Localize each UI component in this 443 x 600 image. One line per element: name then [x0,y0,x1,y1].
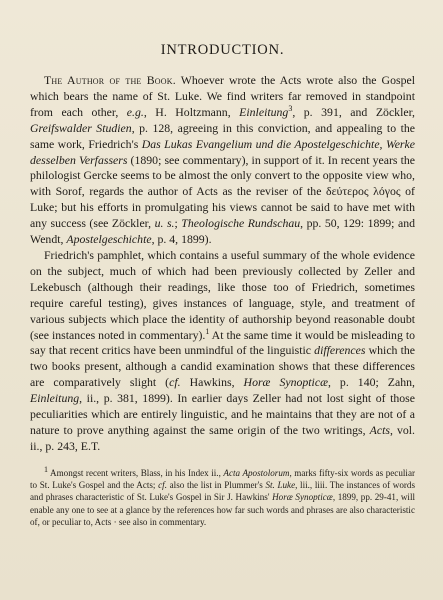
paragraph-text: , p. 128, agreeing in this conviction, and appealing to the same work, Friedrich's [30,120,415,151]
italic-text: Das Lukas Evangelium und die Apostelgeschichte, Werke desselben Verfassers [30,136,415,167]
paragraph-text: Hawkins, [180,375,244,390]
section-heading: The Author of the Book. [44,73,176,87]
superscript: 3 [288,103,293,113]
paragraph-text: ; [174,216,182,231]
italic-text: Horæ Synopticæ [243,375,328,390]
italic-text: Apostelgeschichte [66,232,152,247]
paragraph-text: , p. 391, and Zöckler, [292,104,416,119]
paragraph-text: (1890; see commentary), in support of it. In recent years the philologist Gercke seems to be almost the only convert to the opposite view who, with Sorof, regards the author of Acts as the reviser of the δεύτερος λόγος of Luke; but his efforts in promulgating his views cannot be said to have met with any success (see Zöckler, [30,152,416,231]
italic-text: Horæ Synopticæ [272,492,333,503]
footnote-text: , 1899, pp. 29-41, will enable any one to see at a glance by the references how far such words and phrases are also characteristic of, or peculiar to, Acts · see also in commentary. [30,492,416,527]
body-paragraph-2 [30,248,415,455]
italic-text: differences [314,343,366,358]
italic-text: Einleitung [30,391,80,406]
paragraph-text: At the same time it would be misleading to say that recent critics have been unmindful of the linguistic [30,327,415,358]
italic-text: e.g. [126,104,144,119]
footnote-marker: 1 [205,326,210,336]
footnote-text: Amongst recent writers, Blass, in his Index ii., [48,467,224,478]
footnote-text: , marks fifty-six words as peculiar to St. Luke's Gospel and the Acts; [30,467,416,491]
italic-text: u. s. [154,216,175,231]
paragraph-text: , ii., p. 381, 1899). In earlier days Zeller had not lost sight of those peculiarities which are entirely linguistic, and he maintains that they are not of a nature to prove anything against the same origin of the two writings, [30,391,415,437]
paragraph-text: Friedrich's pamphlet, which contains a useful summary of the whole evidence on the subject, much of which had been previously collected by Zeller and Lekebusch (although their readings, like those too of Friedrich, sometimes require careful testing), gives instances of language, style, and treatment of various subjects which place the identity of authorship beyond reasonable doubt (see instances noted in commentary). [30,247,415,342]
paragraph-text: , H. Holtzmann, [143,104,240,119]
page-title: INTRODUCTION. [160,42,285,58]
paragraph-text: , p. 4, 1899). [151,232,212,247]
italic-text: Einleitung [239,104,289,119]
footnote-marker: 1 [44,464,48,474]
footnote-separator [30,455,415,467]
italic-text: cf. [158,480,167,491]
paragraph-text: , pp. 50, 129: 1899; and Wendt, [30,216,415,247]
paragraph-text: which the two books present, although a candid examination shows that these differences are comparatively slight ( [30,343,415,390]
footnote-text: also the list in Plummer's [166,480,266,491]
footnote-text: , lii., liii. The instances of words and phrases characteristic of St. Luke's Gospel in Sir J. Hawkins' [30,480,415,503]
paragraph-text: , vol. ii., p. 243, E.T. [30,422,415,453]
paragraph-text: Whoever wrote the Acts wrote also the Gospel which bears the name of St. Luke. We find writers far removed in standpoint from each other, [30,73,415,119]
body-paragraph-1 [30,73,415,248]
paragraph-text: , p. 140; Zahn, [327,375,415,390]
italic-text: Greifswalder Studien [30,120,132,135]
italic-text: Theologische Rundschau [181,216,301,231]
footnote [30,464,416,528]
italic-text: St. Luke [265,480,296,491]
italic-text: cf. [169,375,181,390]
italic-text: Acts [369,422,390,437]
italic-text: Acta Apostolorum [223,467,290,478]
